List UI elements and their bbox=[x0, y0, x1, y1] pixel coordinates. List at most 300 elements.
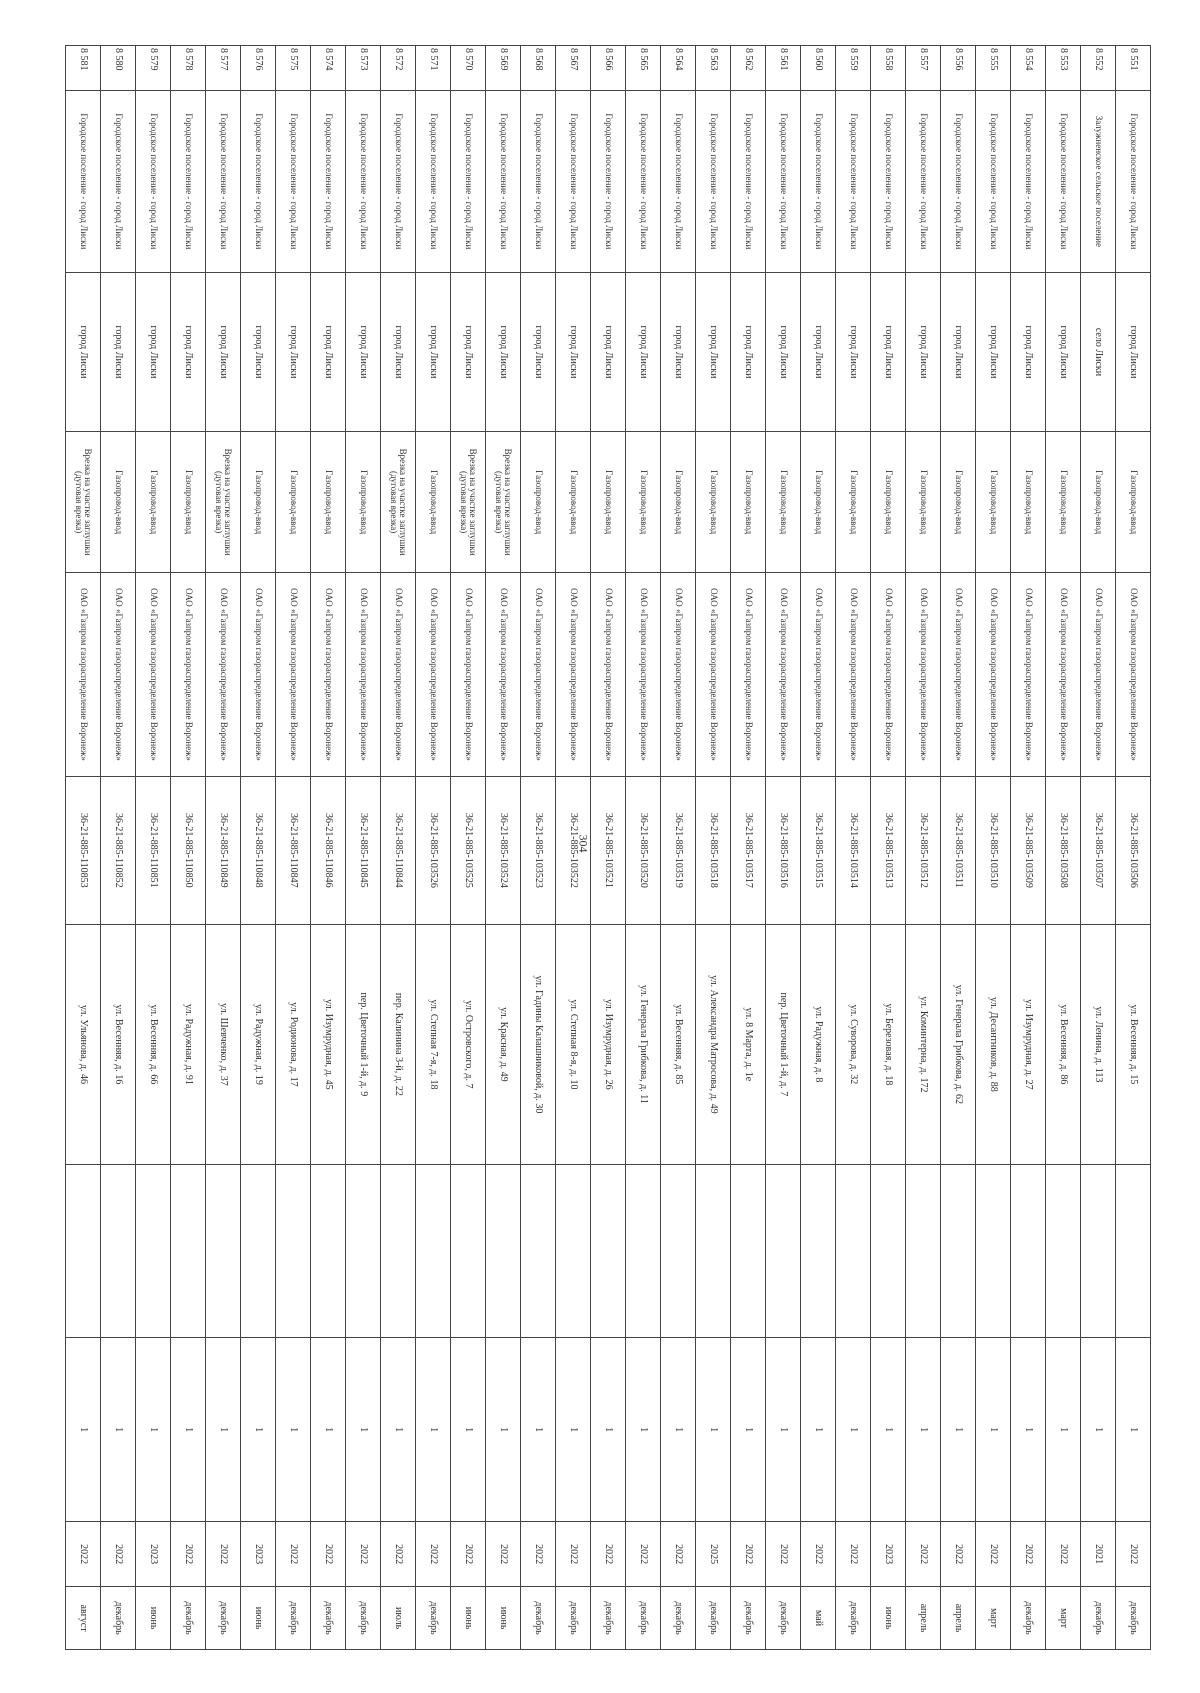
organization-cell: ОАО «Газпром газораспределение Воронеж» bbox=[101, 573, 136, 776]
settlement-cell: город Лиски bbox=[66, 273, 101, 432]
row-number-cell: 8 574 bbox=[311, 46, 346, 91]
settlement-cell: город Лиски bbox=[206, 273, 241, 432]
organization-cell: ОАО «Газпром газораспределение Воронеж» bbox=[766, 573, 801, 776]
municipality-cell: Городское поселение - город Лиски bbox=[626, 90, 661, 273]
page-number: 304 bbox=[576, 834, 591, 853]
count-cell: 1 bbox=[136, 1338, 171, 1522]
row-number-cell: 8 565 bbox=[626, 46, 661, 91]
empty-cell bbox=[241, 1164, 276, 1338]
month-cell: декабрь bbox=[521, 1587, 556, 1650]
row-number-cell: 8 568 bbox=[521, 46, 556, 91]
cadastral-number-cell: 36-21-885-103513 bbox=[871, 776, 906, 924]
table-row bbox=[591, 46, 626, 1650]
object-type-cell: Газопровод-ввод bbox=[276, 431, 311, 573]
count-cell: 1 bbox=[696, 1338, 731, 1522]
empty-cell bbox=[66, 1164, 101, 1338]
cadastral-number-cell: 36-21-885-110845 bbox=[346, 776, 381, 924]
address-cell: ул. Весенняя, д. 85 bbox=[661, 925, 696, 1165]
object-type-cell: Врезка на участке заглушки (дуговая врезка) bbox=[66, 431, 101, 573]
municipality-cell: Городское поселение - город Лиски bbox=[556, 90, 591, 273]
settlement-cell: город Лиски bbox=[661, 273, 696, 432]
month-cell: декабрь bbox=[766, 1587, 801, 1650]
year-cell: 2022 bbox=[311, 1522, 346, 1587]
year-cell: 2022 bbox=[801, 1522, 836, 1587]
object-type-cell: Газопровод-ввод bbox=[1011, 431, 1046, 573]
address-cell: пер. Калинина 3-й, д. 22 bbox=[381, 925, 416, 1165]
address-cell: ул. Красная, д. 49 bbox=[486, 925, 521, 1165]
object-type-cell: Газопровод-ввод bbox=[626, 431, 661, 573]
settlement-cell: город Лиски bbox=[1046, 273, 1081, 432]
year-cell: 2023 bbox=[241, 1522, 276, 1587]
count-cell: 1 bbox=[1081, 1338, 1116, 1522]
cadastral-number-cell: 36-21-885-103509 bbox=[1011, 776, 1046, 924]
table-row bbox=[801, 46, 836, 1650]
month-cell: декабрь bbox=[311, 1587, 346, 1650]
month-cell: декабрь bbox=[731, 1587, 766, 1650]
empty-cell bbox=[381, 1164, 416, 1338]
empty-cell bbox=[626, 1164, 661, 1338]
table-row bbox=[661, 46, 696, 1650]
cadastral-number-cell: 36-21-885-110849 bbox=[206, 776, 241, 924]
object-type-cell: Газопровод-ввод bbox=[1081, 431, 1116, 573]
address-cell: ул. Островского, д. 7 bbox=[451, 925, 486, 1165]
settlement-cell: город Лиски bbox=[451, 273, 486, 432]
settlement-cell: город Лиски bbox=[1116, 273, 1151, 432]
count-cell: 1 bbox=[486, 1338, 521, 1522]
municipality-cell: Городское поселение - город Лиски bbox=[836, 90, 871, 273]
municipality-cell: Городское поселение - город Лиски bbox=[731, 90, 766, 273]
row-number-cell: 8 580 bbox=[101, 46, 136, 91]
year-cell: 2022 bbox=[101, 1522, 136, 1587]
count-cell: 1 bbox=[766, 1338, 801, 1522]
organization-cell: ОАО «Газпром газораспределение Воронеж» bbox=[941, 573, 976, 776]
organization-cell: ОАО «Газпром газораспределение Воронеж» bbox=[136, 573, 171, 776]
count-cell: 1 bbox=[416, 1338, 451, 1522]
empty-cell bbox=[556, 1164, 591, 1338]
row-number-cell: 8 552 bbox=[1081, 46, 1116, 91]
cadastral-number-cell: 36-21-885-110851 bbox=[136, 776, 171, 924]
row-number-cell: 8 571 bbox=[416, 46, 451, 91]
settlement-cell: город Лиски bbox=[136, 273, 171, 432]
empty-cell bbox=[731, 1164, 766, 1338]
empty-cell bbox=[871, 1164, 906, 1338]
cadastral-number-cell: 36-21-885-103514 bbox=[836, 776, 871, 924]
month-cell: июнь bbox=[136, 1587, 171, 1650]
municipality-cell: Городское поселение - город Лиски bbox=[1011, 90, 1046, 273]
table-row bbox=[1081, 46, 1116, 1650]
month-cell: март bbox=[976, 1587, 1011, 1650]
object-type-cell: Газопровод-ввод bbox=[521, 431, 556, 573]
month-cell: июнь bbox=[451, 1587, 486, 1650]
cadastral-number-cell: 36-21-885-103510 bbox=[976, 776, 1011, 924]
cadastral-number-cell: 36-21-885-110850 bbox=[171, 776, 206, 924]
month-cell: декабрь bbox=[836, 1587, 871, 1650]
year-cell: 2023 bbox=[136, 1522, 171, 1587]
table-row bbox=[1046, 46, 1081, 1650]
year-cell: 2022 bbox=[591, 1522, 626, 1587]
address-cell: ул. Ульянова, д. 46 bbox=[66, 925, 101, 1165]
table-row bbox=[836, 46, 871, 1650]
count-cell: 1 bbox=[66, 1338, 101, 1522]
year-cell: 2022 bbox=[836, 1522, 871, 1587]
address-cell: ул. Радужная, д. 19 bbox=[241, 925, 276, 1165]
table-row bbox=[521, 46, 556, 1650]
address-cell: ул. Александра Матросова, д. 49 bbox=[696, 925, 731, 1165]
object-type-cell: Газопровод-ввод bbox=[416, 431, 451, 573]
organization-cell: ОАО «Газпром газораспределение Воронеж» bbox=[521, 573, 556, 776]
count-cell: 1 bbox=[731, 1338, 766, 1522]
object-type-cell: Газопровод-ввод bbox=[661, 431, 696, 573]
count-cell: 1 bbox=[1011, 1338, 1046, 1522]
row-number-cell: 8 575 bbox=[276, 46, 311, 91]
municipality-cell: Городское поселение - город Лиски bbox=[311, 90, 346, 273]
count-cell: 1 bbox=[661, 1338, 696, 1522]
settlement-cell: город Лиски bbox=[416, 273, 451, 432]
row-number-cell: 8 579 bbox=[136, 46, 171, 91]
object-type-cell: Газопровод-ввод bbox=[101, 431, 136, 573]
organization-cell: ОАО «Газпром газораспределение Воронеж» bbox=[836, 573, 871, 776]
year-cell: 2025 bbox=[696, 1522, 731, 1587]
cadastral-number-cell: 36-21-885-103519 bbox=[661, 776, 696, 924]
empty-cell bbox=[171, 1164, 206, 1338]
month-cell: март bbox=[1046, 1587, 1081, 1650]
empty-cell bbox=[661, 1164, 696, 1338]
cadastral-number-cell: 36-21-885-110848 bbox=[241, 776, 276, 924]
year-cell: 2022 bbox=[346, 1522, 381, 1587]
settlement-cell: город Лиски bbox=[941, 273, 976, 432]
address-cell: ул. Степная 7-я, д. 18 bbox=[416, 925, 451, 1165]
row-number-cell: 8 555 bbox=[976, 46, 1011, 91]
table-row bbox=[1116, 46, 1151, 1650]
object-type-cell: Газопровод-ввод bbox=[591, 431, 626, 573]
object-type-cell: Газопровод-ввод bbox=[171, 431, 206, 573]
address-cell: ул. Генерала Грибкова, д. 62 bbox=[941, 925, 976, 1165]
count-cell: 1 bbox=[101, 1338, 136, 1522]
gas-objects-table bbox=[65, 45, 1151, 1650]
row-number-cell: 8 560 bbox=[801, 46, 836, 91]
count-cell: 1 bbox=[521, 1338, 556, 1522]
object-type-cell: Газопровод-ввод bbox=[1046, 431, 1081, 573]
organization-cell: ОАО «Газпром газораспределение Воронеж» bbox=[1116, 573, 1151, 776]
count-cell: 1 bbox=[311, 1338, 346, 1522]
year-cell: 2022 bbox=[276, 1522, 311, 1587]
object-type-cell: Газопровод-ввод bbox=[731, 431, 766, 573]
year-cell: 2022 bbox=[1046, 1522, 1081, 1587]
organization-cell: ОАО «Газпром газораспределение Воронеж» bbox=[381, 573, 416, 776]
table-row bbox=[206, 46, 241, 1650]
year-cell: 2022 bbox=[906, 1522, 941, 1587]
municipality-cell: Городское поселение - город Лиски bbox=[136, 90, 171, 273]
address-cell: ул. Ленина, д. 113 bbox=[1081, 925, 1116, 1165]
table-row bbox=[241, 46, 276, 1650]
municipality-cell: Городское поселение - город Лиски bbox=[206, 90, 241, 273]
address-cell: ул. Весенняя, д. 66 bbox=[136, 925, 171, 1165]
year-cell: 2022 bbox=[626, 1522, 661, 1587]
month-cell: декабрь bbox=[416, 1587, 451, 1650]
organization-cell: ОАО «Газпром газораспределение Воронеж» bbox=[871, 573, 906, 776]
table-row bbox=[626, 46, 661, 1650]
table-row bbox=[871, 46, 906, 1650]
year-cell: 2022 bbox=[661, 1522, 696, 1587]
settlement-cell: город Лиски bbox=[976, 273, 1011, 432]
row-number-cell: 8 564 bbox=[661, 46, 696, 91]
municipality-cell: Залужненское сельское поселение bbox=[1081, 90, 1116, 273]
month-cell: декабрь bbox=[1081, 1587, 1116, 1650]
row-number-cell: 8 581 bbox=[66, 46, 101, 91]
organization-cell: ОАО «Газпром газораспределение Воронеж» bbox=[66, 573, 101, 776]
table-row bbox=[906, 46, 941, 1650]
municipality-cell: Городское поселение - город Лиски bbox=[276, 90, 311, 273]
settlement-cell: город Лиски bbox=[346, 273, 381, 432]
cadastral-number-cell: 36-21-885-103518 bbox=[696, 776, 731, 924]
cadastral-number-cell: 36-21-885-103521 bbox=[591, 776, 626, 924]
empty-cell bbox=[1081, 1164, 1116, 1338]
organization-cell: ОАО «Газпром газораспределение Воронеж» bbox=[906, 573, 941, 776]
address-cell: ул. Родионова, д. 17 bbox=[276, 925, 311, 1165]
table-row bbox=[766, 46, 801, 1650]
settlement-cell: город Лиски bbox=[626, 273, 661, 432]
empty-cell bbox=[1046, 1164, 1081, 1338]
municipality-cell: Городское поселение - город Лиски bbox=[171, 90, 206, 273]
organization-cell: ОАО «Газпром газораспределение Воронеж» bbox=[626, 573, 661, 776]
settlement-cell: село Лиски bbox=[1081, 273, 1116, 432]
municipality-cell: Городское поселение - город Лиски bbox=[1116, 90, 1151, 273]
settlement-cell: город Лиски bbox=[1011, 273, 1046, 432]
settlement-cell: город Лиски bbox=[101, 273, 136, 432]
settlement-cell: город Лиски bbox=[731, 273, 766, 432]
settlement-cell: город Лиски bbox=[171, 273, 206, 432]
municipality-cell: Городское поселение - город Лиски bbox=[451, 90, 486, 273]
object-type-cell: Газопровод-ввод bbox=[976, 431, 1011, 573]
address-cell: ул. Радужная, д. 91 bbox=[171, 925, 206, 1165]
organization-cell: ОАО «Газпром газораспределение Воронеж» bbox=[206, 573, 241, 776]
empty-cell bbox=[136, 1164, 171, 1338]
month-cell: декабрь bbox=[661, 1587, 696, 1650]
count-cell: 1 bbox=[1116, 1338, 1151, 1522]
count-cell: 1 bbox=[171, 1338, 206, 1522]
municipality-cell: Городское поселение - город Лиски bbox=[241, 90, 276, 273]
settlement-cell: город Лиски bbox=[556, 273, 591, 432]
cadastral-number-cell: 36-21-885-110847 bbox=[276, 776, 311, 924]
cadastral-number-cell: 36-21-885-103522 bbox=[556, 776, 591, 924]
organization-cell: ОАО «Газпром газораспределение Воронеж» bbox=[976, 573, 1011, 776]
organization-cell: ОАО «Газпром газораспределение Воронеж» bbox=[486, 573, 521, 776]
month-cell: июнь bbox=[871, 1587, 906, 1650]
month-cell: декабрь bbox=[206, 1587, 241, 1650]
table-row bbox=[416, 46, 451, 1650]
address-cell: ул. Изумрудная, д. 27 bbox=[1011, 925, 1046, 1165]
empty-cell bbox=[101, 1164, 136, 1338]
cadastral-number-cell: 36-21-885-103525 bbox=[451, 776, 486, 924]
settlement-cell: город Лиски bbox=[871, 273, 906, 432]
year-cell: 2022 bbox=[416, 1522, 451, 1587]
object-type-cell: Врезка на участке заглушки (дуговая врезка) bbox=[381, 431, 416, 573]
table-row bbox=[381, 46, 416, 1650]
municipality-cell: Городское поселение - город Лиски bbox=[871, 90, 906, 273]
object-type-cell: Газопровод-ввод bbox=[871, 431, 906, 573]
month-cell: июнь bbox=[241, 1587, 276, 1650]
year-cell: 2022 bbox=[976, 1522, 1011, 1587]
municipality-cell: Городское поселение - город Лиски bbox=[766, 90, 801, 273]
row-number-cell: 8 559 bbox=[836, 46, 871, 91]
organization-cell: ОАО «Газпром газораспределение Воронеж» bbox=[241, 573, 276, 776]
settlement-cell: город Лиски bbox=[836, 273, 871, 432]
count-cell: 1 bbox=[976, 1338, 1011, 1522]
year-cell: 2022 bbox=[731, 1522, 766, 1587]
cadastral-number-cell: 36-21-885-103523 bbox=[521, 776, 556, 924]
object-type-cell: Врезка на участке заглушки (дуговая врезка) bbox=[486, 431, 521, 573]
empty-cell bbox=[766, 1164, 801, 1338]
count-cell: 1 bbox=[381, 1338, 416, 1522]
row-number-cell: 8 561 bbox=[766, 46, 801, 91]
count-cell: 1 bbox=[801, 1338, 836, 1522]
municipality-cell: Городское поселение - город Лиски bbox=[381, 90, 416, 273]
count-cell: 1 bbox=[871, 1338, 906, 1522]
municipality-cell: Городское поселение - город Лиски bbox=[661, 90, 696, 273]
year-cell: 2021 bbox=[1081, 1522, 1116, 1587]
organization-cell: ОАО «Газпром газораспределение Воронеж» bbox=[591, 573, 626, 776]
year-cell: 2022 bbox=[1011, 1522, 1046, 1587]
table-row bbox=[451, 46, 486, 1650]
empty-cell bbox=[1116, 1164, 1151, 1338]
organization-cell: ОАО «Газпром газораспределение Воронеж» bbox=[346, 573, 381, 776]
row-number-cell: 8 553 bbox=[1046, 46, 1081, 91]
municipality-cell: Городское поселение - город Лиски bbox=[801, 90, 836, 273]
empty-cell bbox=[311, 1164, 346, 1338]
object-type-cell: Газопровод-ввод bbox=[311, 431, 346, 573]
month-cell: декабрь bbox=[276, 1587, 311, 1650]
municipality-cell: Городское поселение - город Лиски bbox=[486, 90, 521, 273]
address-cell: ул. Радужная, д. 8 bbox=[801, 925, 836, 1165]
empty-cell bbox=[521, 1164, 556, 1338]
address-cell: ул. Весенняя, д. 86 bbox=[1046, 925, 1081, 1165]
cadastral-number-cell: 36-21-885-103516 bbox=[766, 776, 801, 924]
row-number-cell: 8 576 bbox=[241, 46, 276, 91]
empty-cell bbox=[346, 1164, 381, 1338]
address-cell: ул. Суворова, д. 32 bbox=[836, 925, 871, 1165]
organization-cell: ОАО «Газпром газораспределение Воронеж» bbox=[801, 573, 836, 776]
cadastral-number-cell: 36-21-885-110846 bbox=[311, 776, 346, 924]
cadastral-number-cell: 36-21-885-103511 bbox=[941, 776, 976, 924]
row-number-cell: 8 566 bbox=[591, 46, 626, 91]
month-cell: декабрь bbox=[696, 1587, 731, 1650]
cadastral-number-cell: 36-21-885-103506 bbox=[1116, 776, 1151, 924]
municipality-cell: Городское поселение - город Лиски bbox=[906, 90, 941, 273]
address-cell: ул. Весенняя, д. 15 bbox=[1116, 925, 1151, 1165]
address-cell: ул. Десантников, д. 88 bbox=[976, 925, 1011, 1165]
municipality-cell: Городское поселение - город Лиски bbox=[1046, 90, 1081, 273]
empty-cell bbox=[941, 1164, 976, 1338]
address-cell: пер. Цветочный 1-й, д. 7 bbox=[766, 925, 801, 1165]
settlement-cell: город Лиски bbox=[696, 273, 731, 432]
organization-cell: ОАО «Газпром газораспределение Воронеж» bbox=[661, 573, 696, 776]
table-row bbox=[311, 46, 346, 1650]
count-cell: 1 bbox=[941, 1338, 976, 1522]
year-cell: 2022 bbox=[381, 1522, 416, 1587]
rotated-table-frame bbox=[74, 45, 1151, 1650]
table-body bbox=[66, 46, 1151, 1650]
month-cell: август bbox=[66, 1587, 101, 1650]
address-cell: ул. 8 Марта, д. 1е bbox=[731, 925, 766, 1165]
table-row bbox=[101, 46, 136, 1650]
year-cell: 2022 bbox=[171, 1522, 206, 1587]
year-cell: 2022 bbox=[766, 1522, 801, 1587]
empty-cell bbox=[836, 1164, 871, 1338]
cadastral-number-cell: 36-21-885-103524 bbox=[486, 776, 521, 924]
municipality-cell: Городское поселение - город Лиски bbox=[521, 90, 556, 273]
municipality-cell: Городское поселение - город Лиски bbox=[696, 90, 731, 273]
address-cell: ул. Изумрудная, д. 26 bbox=[591, 925, 626, 1165]
settlement-cell: город Лиски bbox=[311, 273, 346, 432]
cadastral-number-cell: 36-21-885-110844 bbox=[381, 776, 416, 924]
count-cell: 1 bbox=[241, 1338, 276, 1522]
organization-cell: ОАО «Газпром газораспределение Воронеж» bbox=[696, 573, 731, 776]
settlement-cell: город Лиски bbox=[276, 273, 311, 432]
address-cell: пер. Цветочный 1-й, д. 9 bbox=[346, 925, 381, 1165]
row-number-cell: 8 556 bbox=[941, 46, 976, 91]
address-cell: ул. Изумрудная, д. 45 bbox=[311, 925, 346, 1165]
address-cell: ул. Гадины Калашниковой, д. 30 bbox=[521, 925, 556, 1165]
row-number-cell: 8 578 bbox=[171, 46, 206, 91]
count-cell: 1 bbox=[591, 1338, 626, 1522]
table-row bbox=[136, 46, 171, 1650]
cadastral-number-cell: 36-21-885-110852 bbox=[101, 776, 136, 924]
organization-cell: ОАО «Газпром газораспределение Воронеж» bbox=[311, 573, 346, 776]
month-cell: май bbox=[801, 1587, 836, 1650]
table-row bbox=[66, 46, 101, 1650]
row-number-cell: 8 551 bbox=[1116, 46, 1151, 91]
object-type-cell: Газопровод-ввод bbox=[696, 431, 731, 573]
row-number-cell: 8 554 bbox=[1011, 46, 1046, 91]
organization-cell: ОАО «Газпром газораспределение Воронеж» bbox=[276, 573, 311, 776]
address-cell: ул. Генерала Грибкова, д. 11 bbox=[626, 925, 661, 1165]
municipality-cell: Городское поселение - город Лиски bbox=[66, 90, 101, 273]
object-type-cell: Врезка на участке заглушки (дуговая врезка) bbox=[206, 431, 241, 573]
year-cell: 2022 bbox=[206, 1522, 241, 1587]
municipality-cell: Городское поселение - город Лиски bbox=[941, 90, 976, 273]
municipality-cell: Городское поселение - город Лиски bbox=[346, 90, 381, 273]
object-type-cell: Газопровод-ввод bbox=[906, 431, 941, 573]
cadastral-number-cell: 36-21-885-103520 bbox=[626, 776, 661, 924]
year-cell: 2022 bbox=[556, 1522, 591, 1587]
empty-cell bbox=[696, 1164, 731, 1338]
settlement-cell: город Лиски bbox=[381, 273, 416, 432]
month-cell: июнь bbox=[486, 1587, 521, 1650]
month-cell: апрель bbox=[941, 1587, 976, 1650]
empty-cell bbox=[206, 1164, 241, 1338]
row-number-cell: 8 558 bbox=[871, 46, 906, 91]
count-cell: 1 bbox=[206, 1338, 241, 1522]
organization-cell: ОАО «Газпром газораспределение Воронеж» bbox=[731, 573, 766, 776]
month-cell: декабрь bbox=[101, 1587, 136, 1650]
municipality-cell: Городское поселение - город Лиски bbox=[591, 90, 626, 273]
month-cell: декабрь bbox=[556, 1587, 591, 1650]
empty-cell bbox=[801, 1164, 836, 1338]
row-number-cell: 8 569 bbox=[486, 46, 521, 91]
month-cell: декабрь bbox=[626, 1587, 661, 1650]
row-number-cell: 8 572 bbox=[381, 46, 416, 91]
table-row bbox=[976, 46, 1011, 1650]
row-number-cell: 8 557 bbox=[906, 46, 941, 91]
object-type-cell: Газопровод-ввод bbox=[941, 431, 976, 573]
table-row bbox=[171, 46, 206, 1650]
table-row bbox=[696, 46, 731, 1650]
settlement-cell: город Лиски bbox=[591, 273, 626, 432]
settlement-cell: город Лиски bbox=[486, 273, 521, 432]
year-cell: 2022 bbox=[66, 1522, 101, 1587]
row-number-cell: 8 573 bbox=[346, 46, 381, 91]
organization-cell: ОАО «Газпром газораспределение Воронеж» bbox=[416, 573, 451, 776]
